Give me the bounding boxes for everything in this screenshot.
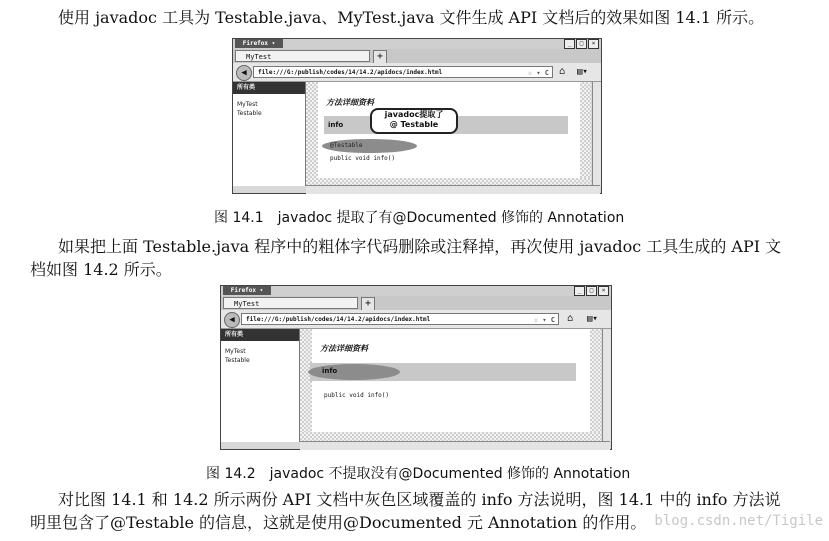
sidebar-item-testable[interactable]: Testable: [237, 110, 262, 117]
sidebar-header: 所有类: [221, 329, 299, 341]
annotation-text: @Testable: [330, 142, 363, 149]
url-actions[interactable]: ☆ ▾ C: [527, 69, 549, 77]
url-text: file:///G:/publish/codes/14/14.2/apidocs/index.html: [258, 69, 443, 76]
sidebar-item-mytest[interactable]: MyTest: [225, 348, 246, 355]
paragraph-3-line-1: 对比图 14.1 和 14.2 所示两份 API 文档中灰色区域覆盖的 info 方法说明，图 14.1 中的 info 方法说: [58, 490, 781, 509]
annotation-highlight: [322, 139, 417, 153]
home-icon[interactable]: ⌂: [559, 66, 566, 77]
method-name: info: [322, 367, 338, 375]
address-bar[interactable]: [241, 313, 559, 325]
address-bar[interactable]: [253, 66, 553, 78]
class-sidebar: [233, 82, 306, 186]
sidebar-item-testable[interactable]: Testable: [225, 357, 250, 364]
section-title: 方法详细资料: [320, 343, 368, 353]
title-bar: [221, 286, 611, 296]
sidebar-header: 所有类: [233, 82, 305, 94]
doc-content: [306, 82, 591, 186]
doc-content: [300, 329, 601, 442]
home-icon[interactable]: ⌂: [567, 313, 574, 324]
figure-caption-2: 图 14.2 javadoc 不提取没有@Documented 修饰的 Annotation: [206, 466, 631, 482]
url-actions[interactable]: ☆ ▾ C: [533, 316, 555, 324]
callout-bubble: [370, 108, 458, 134]
method-signature: public void info(): [324, 392, 390, 399]
sidebar-item-mytest[interactable]: MyTest: [237, 101, 258, 108]
method-name: info: [328, 121, 344, 129]
checker-border-right: [590, 329, 601, 432]
browser-window-fig2: [220, 285, 612, 450]
vertical-scrollbar[interactable]: [592, 82, 601, 186]
window-controls: [564, 39, 599, 49]
tab-bar: [233, 49, 601, 63]
title-bar: [233, 39, 601, 49]
paragraph-2-line-1: 如果把上面 Testable.java 程序中的粗体字代码删除或注释掉，再次使用 javadoc 工具生成的 API 文: [58, 237, 782, 256]
nav-bar: [233, 63, 601, 82]
firefox-menu-button[interactable]: Firefox ▾: [223, 286, 271, 295]
class-sidebar: [221, 329, 300, 442]
firefox-menu-button[interactable]: Firefox ▾: [235, 39, 283, 48]
paragraph-2-line-2: 档如图 14.2 所示。: [30, 260, 172, 279]
url-text: file:///G:/publish/codes/14/14.2/apidocs/index.html: [246, 316, 431, 323]
menu-icon[interactable]: ▤▾: [587, 314, 598, 324]
watermark: blog.csdn.net/Tigile: [654, 513, 823, 529]
callout-line-1: javadoc提取了: [384, 110, 444, 119]
new-tab-button[interactable]: +: [373, 50, 387, 64]
browser-window-fig1: [232, 38, 602, 194]
minimize-button[interactable]: _: [574, 286, 585, 296]
method-highlight: [308, 364, 400, 380]
maximize-button[interactable]: □: [586, 286, 597, 296]
figure-caption-1: 图 14.1 javadoc 提取了有@Documented 修饰的 Annotation: [214, 210, 625, 226]
window-controls: [574, 286, 609, 296]
checker-border-left: [306, 82, 318, 178]
nav-bar: [221, 310, 611, 329]
menu-icon[interactable]: ▤▾: [577, 67, 588, 77]
paragraph-1: 使用 javadoc 工具为 Testable.java、MyTest.java 文件生成 API 文档后的效果如图 14.1 所示。: [58, 8, 765, 27]
back-arrow-icon[interactable]: ◀: [224, 312, 240, 328]
horizontal-scrollbar[interactable]: [306, 185, 600, 194]
vertical-scrollbar[interactable]: [602, 329, 611, 442]
paragraph-3-line-2: 明里包含了@Testable 的信息，这就是使用@Documented 元 Annotation 的作用。: [30, 513, 647, 532]
callout-line-2: @ Testable: [389, 120, 439, 129]
close-button[interactable]: ×: [588, 39, 599, 49]
tab-mytest[interactable]: MyTest: [235, 50, 370, 62]
maximize-button[interactable]: □: [576, 39, 587, 49]
new-tab-button[interactable]: +: [361, 297, 375, 311]
back-arrow-icon[interactable]: ◀: [236, 65, 252, 81]
method-signature: public void info(): [330, 155, 396, 162]
close-button[interactable]: ×: [598, 286, 609, 296]
checker-border-right: [580, 82, 591, 178]
horizontal-scrollbar[interactable]: [300, 441, 610, 450]
tab-mytest[interactable]: MyTest: [223, 297, 358, 309]
section-title: 方法详细资料: [326, 97, 374, 107]
tab-bar: [221, 296, 611, 310]
minimize-button[interactable]: _: [564, 39, 575, 49]
